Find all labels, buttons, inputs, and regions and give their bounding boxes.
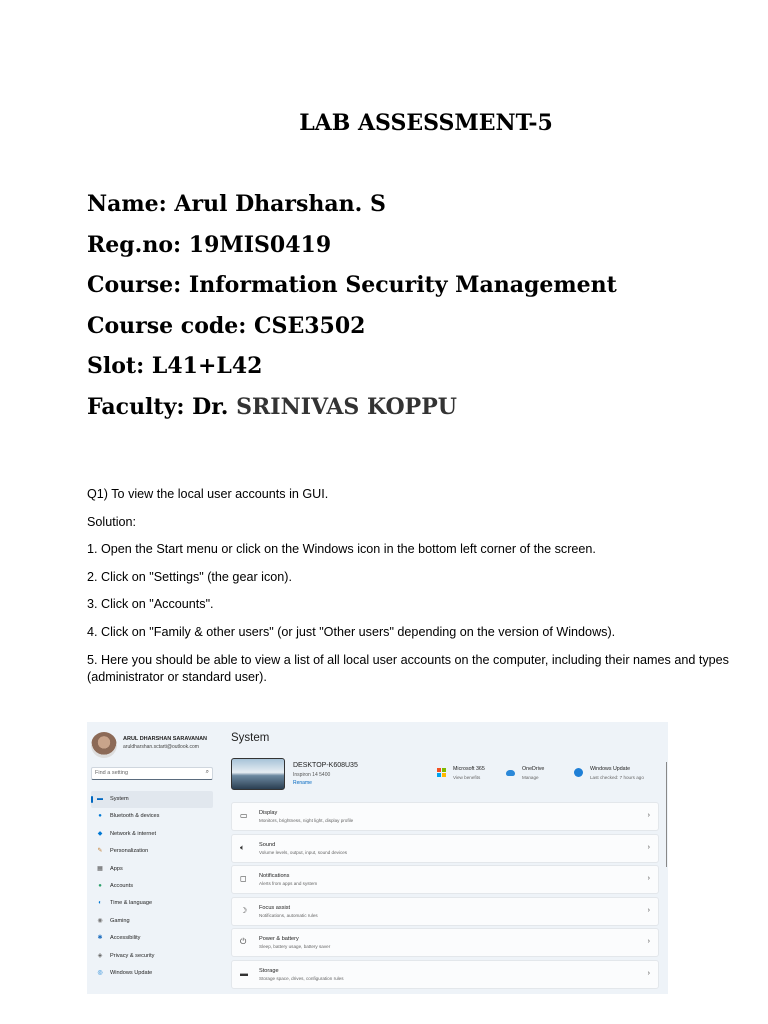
sidebar-item-label: Gaming (110, 917, 130, 924)
sidebar-item-bluetooth-devices[interactable] (91, 808, 213, 825)
tile-title: OneDrive (522, 766, 545, 772)
course-line: Course: Information Security Management (87, 272, 617, 299)
faculty-prefix: Faculty: Dr. (87, 393, 237, 420)
chevron-right-icon: › (647, 843, 650, 851)
card-subtitle: Notifications, automatic rules (259, 912, 318, 918)
settings-card-display[interactable] (231, 802, 659, 831)
storage-icon: ▬ (240, 969, 248, 978)
apps-icon: ▦ (97, 865, 103, 872)
moon-icon: ☽ (240, 905, 248, 915)
sidebar-item-windows-update[interactable] (91, 965, 213, 982)
student-info (87, 188, 617, 432)
sidebar-item-system[interactable] (91, 791, 213, 808)
faculty-name: SRINIVAS KOPPU (236, 393, 457, 420)
microsoft-logo-icon (437, 768, 446, 777)
step-1: 1. Open the Start menu or click on the Windows icon in the bottom left corner of the screen. (87, 542, 596, 557)
device-thumbnail (231, 758, 285, 790)
search-input[interactable] (91, 767, 213, 780)
user-email: aruldharshan.sctarti@outlook.com (123, 744, 199, 750)
speaker-icon: 🔈︎ (240, 842, 245, 852)
gamepad-icon: ◉ (97, 917, 103, 924)
tile-subtitle: View benefits (453, 775, 481, 780)
settings-card-power-battery[interactable] (231, 928, 659, 957)
sidebar-item-label: Accessibility (110, 935, 141, 942)
chevron-right-icon: › (647, 938, 650, 946)
accessibility-icon: ✱ (97, 935, 103, 942)
step-4: 4. Click on "Family & other users" (or just "Other users" depending on the version of Windows). (87, 624, 616, 639)
card-subtitle: Sleep, battery usage, battery saver (259, 944, 331, 950)
sidebar-item-label: Network & internet (110, 830, 157, 837)
sidebar-item-label: Apps (110, 865, 123, 872)
sidebar-item-label: Personalization (110, 848, 149, 855)
chevron-right-icon: › (647, 906, 650, 914)
card-subtitle: Alerts from apps and system (259, 881, 318, 887)
sidebar-item-gaming[interactable] (91, 913, 213, 930)
settings-card-notifications[interactable] (231, 865, 659, 894)
settings-card-storage[interactable] (231, 960, 659, 989)
device-name: DESKTOP-K608U35 (293, 762, 358, 769)
settings-screenshot (87, 722, 668, 994)
settings-sidebar (87, 722, 222, 994)
question-body (87, 486, 757, 696)
sidebar-item-apps[interactable] (91, 861, 213, 878)
settings-card-focus-assist[interactable] (231, 897, 659, 926)
sidebar-item-network-internet[interactable] (91, 826, 213, 843)
sidebar-item-privacy-security[interactable] (91, 948, 213, 965)
card-title: Power & battery (259, 936, 299, 943)
settings-card-sound[interactable] (231, 834, 659, 863)
power-icon: ⏻ (240, 937, 247, 947)
display-icon: ▭ (240, 811, 248, 820)
card-title: Focus assist (259, 904, 291, 911)
update-icon: ◎ (97, 969, 103, 976)
windows-update-icon (574, 768, 583, 777)
settings-nav (91, 791, 213, 982)
card-title: Sound (259, 841, 276, 848)
settings-main (231, 722, 668, 994)
card-title: Display (259, 810, 278, 816)
sidebar-item-label: System (110, 796, 129, 802)
bell-icon: ◻ (240, 874, 247, 884)
step-3: 3. Click on "Accounts". (87, 597, 214, 612)
chevron-right-icon: › (647, 812, 650, 819)
slot-line: Slot: L41+L42 (87, 353, 263, 380)
name-line: Name: Arul Dharshan. S (87, 191, 386, 217)
avatar (91, 732, 117, 758)
globe-icon: ◐ (98, 900, 102, 907)
rename-link[interactable]: Rename (293, 780, 312, 786)
tile-title: Microsoft 365 (453, 766, 485, 772)
person-icon: ● (98, 882, 102, 889)
tile-subtitle: Last checked: 7 hours ago (590, 775, 644, 780)
page-title: System (231, 732, 270, 744)
sidebar-item-label: Windows Update (110, 969, 153, 976)
wifi-icon: ◆ (97, 830, 103, 837)
tile-subtitle: Manage (522, 775, 539, 780)
document-title: LAB ASSESSMENT-5 (299, 110, 553, 136)
course-code-line: Course code: CSE3502 (87, 312, 366, 339)
shield-icon: ◈ (97, 952, 103, 959)
step-2: 2. Click on "Settings" (the gear icon). (87, 569, 292, 584)
search-icon: ⌕ (205, 769, 209, 775)
sidebar-item-label: Bluetooth & devices (110, 813, 160, 820)
sidebar-item-personalization[interactable] (91, 843, 213, 860)
faculty-line (87, 391, 617, 432)
sidebar-item-label: Privacy & security (110, 952, 155, 959)
search-placeholder: Find a setting (95, 770, 129, 776)
bluetooth-icon: ● (98, 813, 102, 820)
sidebar-item-accessibility[interactable] (91, 930, 213, 947)
user-name: ARUL DHARSHAN SARAVANAN (123, 736, 208, 742)
card-title: Storage (259, 968, 279, 974)
card-subtitle: Storage space, drives, configuration rules (259, 976, 344, 981)
sidebar-item-label: Accounts (110, 882, 134, 889)
card-subtitle: Monitors, brightness, night light, display profile (259, 818, 354, 823)
sidebar-item-label: Time & language (110, 900, 153, 907)
device-model: Inspiron 14 5400 (293, 772, 331, 778)
monitor-icon: ▬ (97, 796, 103, 802)
step-5: 5. Here you should be able to view a list of all local user accounts on the computer, including their names and types (administrator or standard user). (87, 652, 729, 684)
tile-title: Windows Update (590, 766, 631, 772)
onedrive-cloud-icon (506, 770, 515, 776)
scrollbar[interactable] (666, 762, 667, 867)
chevron-right-icon: › (647, 875, 650, 883)
sidebar-item-time-language[interactable] (91, 895, 213, 912)
solution-label: Solution: (87, 514, 137, 529)
card-title: Notifications (259, 873, 290, 880)
chevron-right-icon: › (647, 970, 650, 977)
sidebar-item-accounts[interactable] (91, 878, 213, 895)
card-subtitle: Volume levels, output, input, sound devices (259, 849, 348, 855)
regno-line: Reg.no: 19MIS0419 (87, 231, 332, 258)
brush-icon: ✎ (97, 848, 103, 855)
question-text: Q1) To view the local user accounts in GUI. (87, 487, 329, 501)
